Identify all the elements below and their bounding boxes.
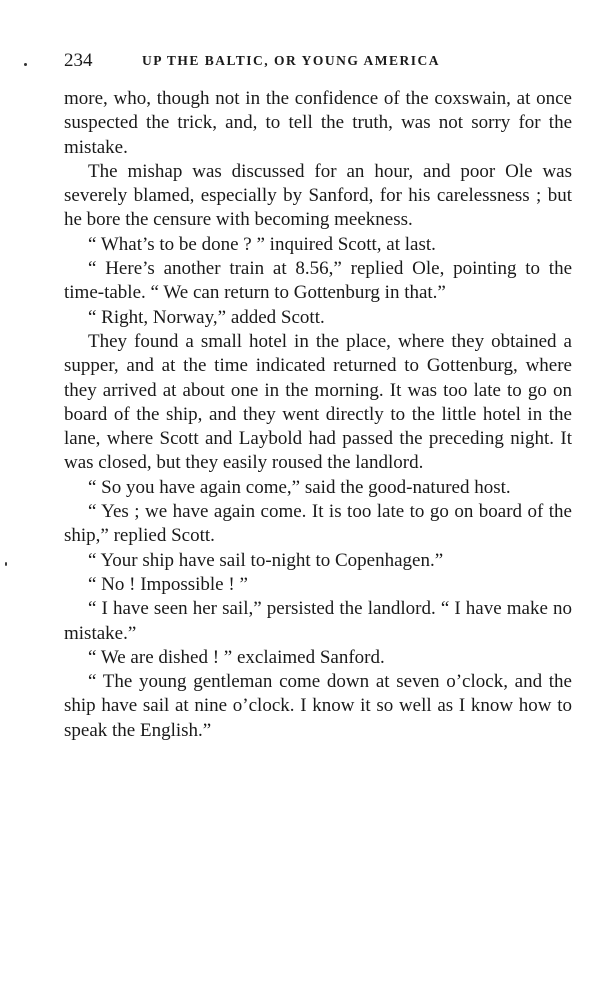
paragraph: They found a small hotel in the place, where they obtained a supper, and at the time indicated returned to Gottenburg, where they arrived at about one in the morning. It was too late to go on board of the ship, and they went directly to the little hotel in the lane, where Scott and Laybold had passed the preceding night. It was closed, but they easily roused the landlord. — [64, 330, 572, 474]
paragraph: “ So you have again come,” said the good-natured host. — [88, 476, 511, 498]
paragraph: “ We are dished ! ” exclaimed Sanford. — [88, 646, 385, 668]
running-head — [62, 50, 572, 74]
paragraph: “ Here’s another train at 8.56,” replied Ole, pointing to the time-table. “ We can return to Gottenburg in that.” — [64, 258, 572, 304]
running-title: UP THE BALTIC, OR YOUNG AMERICA — [142, 53, 441, 68]
margin-mark — [5, 562, 7, 566]
paragraph: “ Your ship have sail to-night to Copenhagen.” — [88, 549, 444, 571]
page-number: 234 — [64, 50, 93, 71]
paragraph: “ The young gentleman come down at seven o’clock, and the ship have sail at nine o’clock. I know it so well as I know how to speak the English.” — [64, 671, 572, 741]
paragraph: “ Yes ; we have again come. It is too late to go on board of the ship,” replied Scott. — [64, 501, 572, 547]
paragraph: The mishap was discussed for an hour, and poor Ole was severely blamed, especially by Sanford, for his carelessness ; but he bore the censure with becoming meekness. — [64, 160, 572, 231]
body-text — [64, 87, 572, 743]
paragraph: “ Right, Norway,” added Scott. — [88, 306, 325, 328]
margin-dot — [24, 63, 27, 66]
paragraph: “ I have seen her sail,” persisted the landlord. “ I have make no mistake.” — [64, 598, 572, 644]
paragraph-continued: more, who, though not in the confidence of the coxswain, at once suspected the trick, and, to tell the truth, was not sorry for the mistake. — [64, 88, 572, 158]
paragraph: “ What’s to be done ? ” inquired Scott, at last. — [88, 233, 436, 255]
paragraph: “ No ! Impossible ! ” — [88, 573, 248, 595]
